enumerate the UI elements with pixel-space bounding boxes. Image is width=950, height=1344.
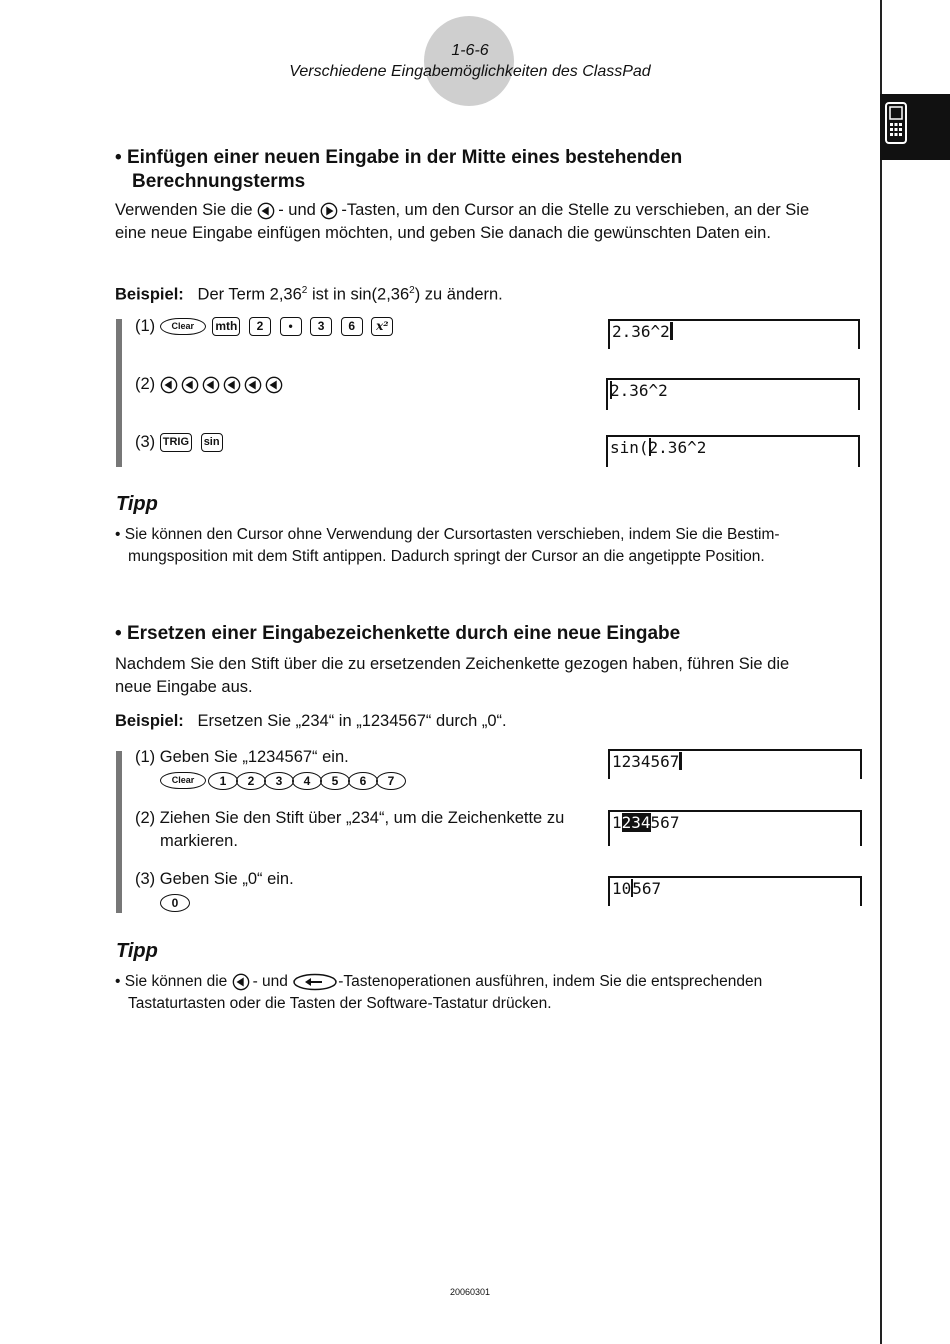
s1-screen3: sin(2.36^2 xyxy=(606,435,860,467)
s1-step2: (2) xyxy=(135,373,286,396)
tip2-text: • Sie können die - und -Tastenoperationen ausführen, indem Sie die entsprechenden Tastaturtasten oder die Tasten der Software-Tastatur drücken. xyxy=(115,973,763,1012)
s2-step2: (2) Ziehen Sie den Stift über „234“, um die Zeichenkette zu markieren. xyxy=(135,809,565,850)
s1-step3: (3) TRIG sin xyxy=(135,431,227,454)
page-number: 1-6-6 xyxy=(451,42,489,59)
clear-key: Clear xyxy=(160,772,206,789)
trig-key: TRIG xyxy=(160,433,192,452)
steps-bar xyxy=(116,751,122,913)
cursor xyxy=(679,752,682,770)
backspace-key-icon xyxy=(292,973,338,991)
key-4: 4 xyxy=(292,772,322,790)
tip2-heading: Tipp xyxy=(116,940,158,962)
clear-key: Clear xyxy=(160,318,206,335)
key-1: 1 xyxy=(208,772,238,790)
key-2: 2 xyxy=(236,772,266,790)
s2-step1: (1) Geben Sie „1234567“ ein. Clear 1 2 3 4 5 6 7 xyxy=(135,746,404,792)
chapter-tab xyxy=(880,94,950,160)
square-key: x² xyxy=(371,317,393,336)
left-arrow-key-icon xyxy=(265,376,283,394)
s1-screen2: 2.36^2 xyxy=(606,378,860,410)
s2-screen1: 1234567 xyxy=(608,749,862,779)
left-arrow-key-icon xyxy=(257,202,275,220)
left-arrow-key-icon xyxy=(160,376,178,394)
cursor xyxy=(670,322,673,340)
left-arrow-key-icon xyxy=(181,376,199,394)
left-arrow-key-icon xyxy=(232,973,250,991)
section1-example: Beispiel: Der Term 2,36$^2$ ist in sin(2,36$^2$) zu ändern. xyxy=(115,285,503,304)
key-dot: • xyxy=(280,317,302,336)
section2-title: • Ersetzen einer Eingabezeichenkette durch eine neue Eingabe xyxy=(115,623,681,644)
key-3: 3 xyxy=(264,772,294,790)
s1-step1: (1) Clear mth 2 • 3 6 x² xyxy=(135,315,397,338)
right-margin-rule xyxy=(880,0,882,1344)
selection-highlight: 234 xyxy=(621,813,651,832)
key-3: 3 xyxy=(310,317,332,336)
tip1-text: • Sie können den Cursor ohne Verwendung der Cursortasten verschieben, indem Sie die Bestim- mungsposition mit dem Stift antippen. Dadurch springt der Cursor an die angetippte Position. xyxy=(115,526,780,565)
tip1-heading: Tipp xyxy=(116,493,158,515)
section1-title: • Einfügen einer neuen Eingabe in der Mitte eines bestehenden Berechnungsterms xyxy=(115,147,683,192)
section2-intro: Nachdem Sie den Stift über die zu ersetzenden Zeichenkette gezogen haben, führen Sie die neue Eingabe aus. xyxy=(115,655,790,696)
s2-screen3: 10567 xyxy=(608,876,862,906)
section2-example: Beispiel: Ersetzen Sie „234“ in „1234567“ durch „0“. xyxy=(115,712,507,730)
s2-step3: (3) Geben Sie „0“ ein. 0 xyxy=(135,870,294,910)
key-0: 0 xyxy=(160,894,190,912)
footer-code: 20060301 xyxy=(449,1287,491,1297)
sin-key: sin xyxy=(201,433,223,452)
key-5: 5 xyxy=(320,772,350,790)
left-arrow-key-icon xyxy=(244,376,262,394)
mth-key: mth xyxy=(212,317,240,336)
left-arrow-key-icon xyxy=(202,376,220,394)
steps-bar xyxy=(116,319,122,467)
calculator-icon xyxy=(880,94,950,160)
left-arrow-key-icon xyxy=(223,376,241,394)
key-6: 6 xyxy=(348,772,378,790)
right-arrow-key-icon xyxy=(320,202,338,220)
key-2: 2 xyxy=(249,317,271,336)
key-7: 7 xyxy=(376,772,406,790)
section1-intro: Verwenden Sie die - und -Tasten, um den Cursor an die Stelle zu verschieben, an der Sie eine neue Eingabe einfügen möchten, und geben Sie danach die gewünschten Daten ein. xyxy=(115,201,810,242)
s2-screen2: 1234567 xyxy=(608,810,862,846)
s1-screen1: 2.36^2 xyxy=(608,319,860,349)
page-subtitle: Verschiedene Eingabemöglichkeiten des ClassPad xyxy=(289,63,651,80)
page-number-circle xyxy=(424,16,514,106)
key-6: 6 xyxy=(341,317,363,336)
